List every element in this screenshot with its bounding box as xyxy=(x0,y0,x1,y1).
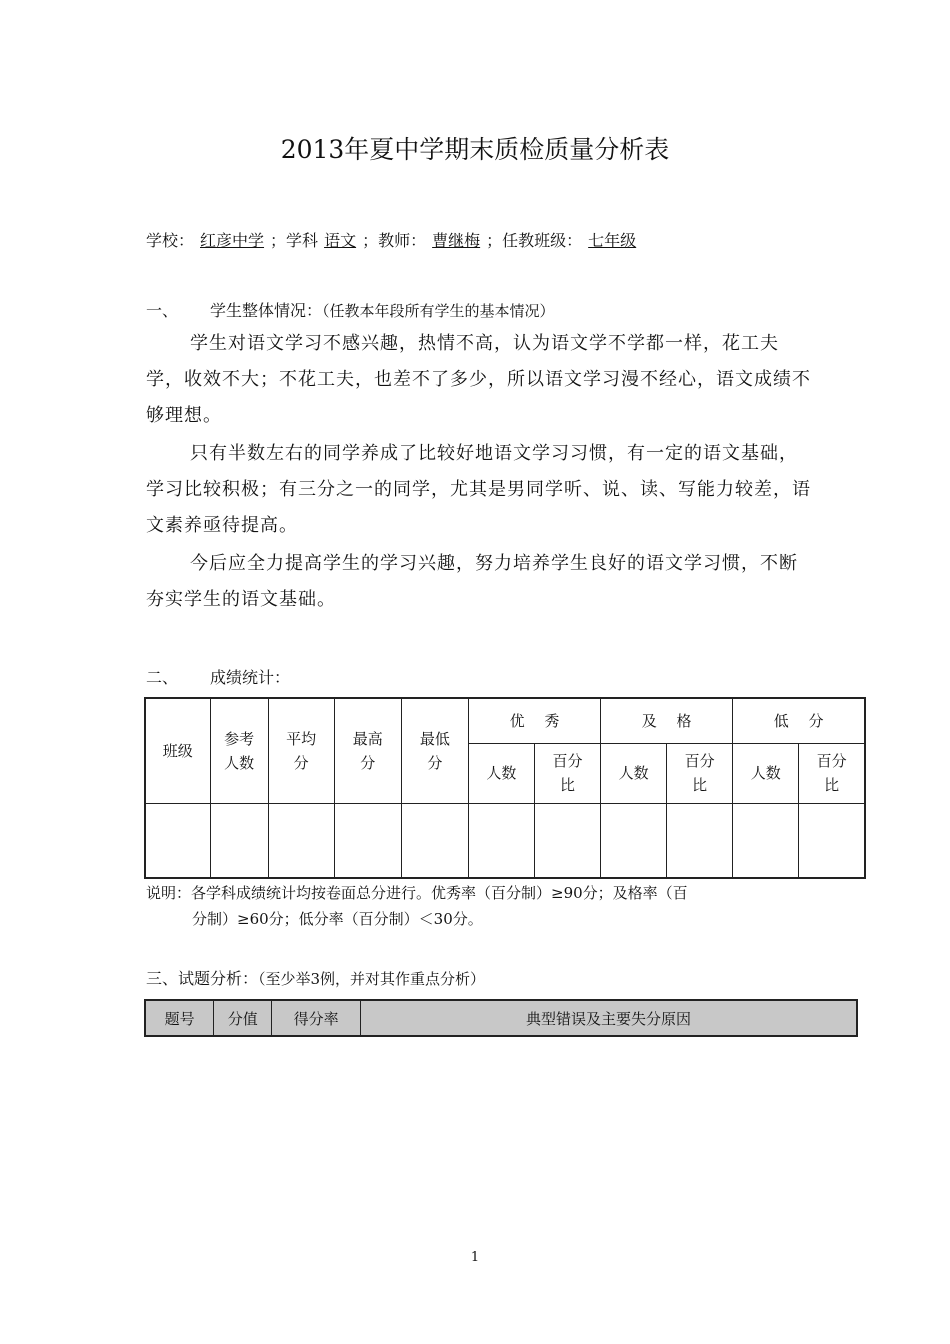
header-question-number: 题号 xyxy=(145,1000,214,1036)
header-typical-errors: 典型错误及主要失分原因 xyxy=(360,1000,857,1036)
note-line-1: 说明：各学科成绩统计均按卷面总分进行。优秀率（百分制）≥90分；及格率（百 xyxy=(146,884,688,902)
table-cell[interactable] xyxy=(268,804,334,878)
separator: ； xyxy=(486,231,503,250)
header-class: 班级 xyxy=(145,698,210,804)
header-pass-count: 人数 xyxy=(601,743,667,803)
section1-heading xyxy=(146,298,555,321)
table-cell[interactable] xyxy=(601,804,667,878)
section3-subtitle: （至少举3例，并对其作重点分析） xyxy=(258,970,486,988)
table-row xyxy=(145,804,865,878)
section1-subtitle: （任教本年段所有学生的基本情况） xyxy=(322,302,555,320)
section1-paragraph-2: 只有半数左右的同学养成了比较好地语文学习习惯，有一定的语文基础，学习比较积极；有三分之一的同学，尤其是男同学听、说、读、写能力较差，语文素养亟待提高。 xyxy=(146,443,811,536)
separator: ； xyxy=(362,231,379,250)
section1-paragraph-1: 学生对语文学习不感兴趣，热情不高，认为语文学不学都一样，花工夫学，收效不大；不花工夫，也差不了多少，所以语文学习漫不经心，语文成绩不够理想。 xyxy=(146,333,811,426)
teacher-value: 曹继梅 xyxy=(432,231,481,250)
subject-label: 学科 xyxy=(286,231,319,250)
header-low: 低 分 xyxy=(733,698,865,743)
header-min: 最低分 xyxy=(401,698,468,804)
table-cell[interactable] xyxy=(145,804,210,878)
header-pass-percent: 百分比 xyxy=(667,743,733,803)
section2-number: 二、 xyxy=(146,668,179,687)
teacher-label: 教师： xyxy=(378,231,427,250)
section2-heading xyxy=(146,665,290,688)
table-cell[interactable] xyxy=(468,804,534,878)
header-average: 平均分 xyxy=(268,698,334,804)
header-excellent: 优 秀 xyxy=(468,698,600,743)
section2-title: 成绩统计： xyxy=(210,668,291,687)
header-excellent-count: 人数 xyxy=(468,743,534,803)
table-cell[interactable] xyxy=(667,804,733,878)
header-excellent-percent: 百分比 xyxy=(534,743,600,803)
note-line-2: 分制）≥60分；低分率（百分制）＜30分。 xyxy=(192,910,483,928)
page-number: 1 xyxy=(470,1250,480,1265)
header-pass: 及 格 xyxy=(601,698,733,743)
header-max: 最高分 xyxy=(334,698,401,804)
section3-heading xyxy=(146,966,485,989)
school-value: 红彦中学 xyxy=(200,231,265,250)
table-cell[interactable] xyxy=(210,804,268,878)
header-score-value: 分值 xyxy=(214,1000,272,1036)
header-low-percent: 百分比 xyxy=(799,743,865,803)
table-cell[interactable] xyxy=(534,804,600,878)
question-analysis-table xyxy=(144,999,858,1037)
header-participants: 参考人数 xyxy=(210,698,268,804)
table-cell[interactable] xyxy=(401,804,468,878)
page-title: 2013年夏中学期末质检质量分析表 xyxy=(280,135,670,164)
statistics-note xyxy=(146,880,826,932)
class-label: 任教班级： xyxy=(502,231,583,250)
school-label: 学校： xyxy=(146,231,195,250)
class-value: 七年级 xyxy=(588,231,637,250)
table-cell[interactable] xyxy=(733,804,799,878)
separator: ； xyxy=(270,231,287,250)
score-statistics-table xyxy=(144,697,866,879)
subject-value: 语文 xyxy=(324,231,357,250)
header-low-count: 人数 xyxy=(733,743,799,803)
section1-paragraph-3: 今后应全力提高学生的学习兴趣，努力培养学生良好的语文学习惯，不断夯实学生的语文基础。 xyxy=(146,553,798,610)
section1-title: 学生整体情况： xyxy=(210,301,323,320)
teacher-info-line xyxy=(146,228,642,251)
table-cell[interactable] xyxy=(334,804,401,878)
section1-number: 一、 xyxy=(146,301,179,320)
header-score-rate: 得分率 xyxy=(272,1000,361,1036)
section3-title: 三、试题分析： xyxy=(146,969,259,988)
table-cell[interactable] xyxy=(799,804,865,878)
